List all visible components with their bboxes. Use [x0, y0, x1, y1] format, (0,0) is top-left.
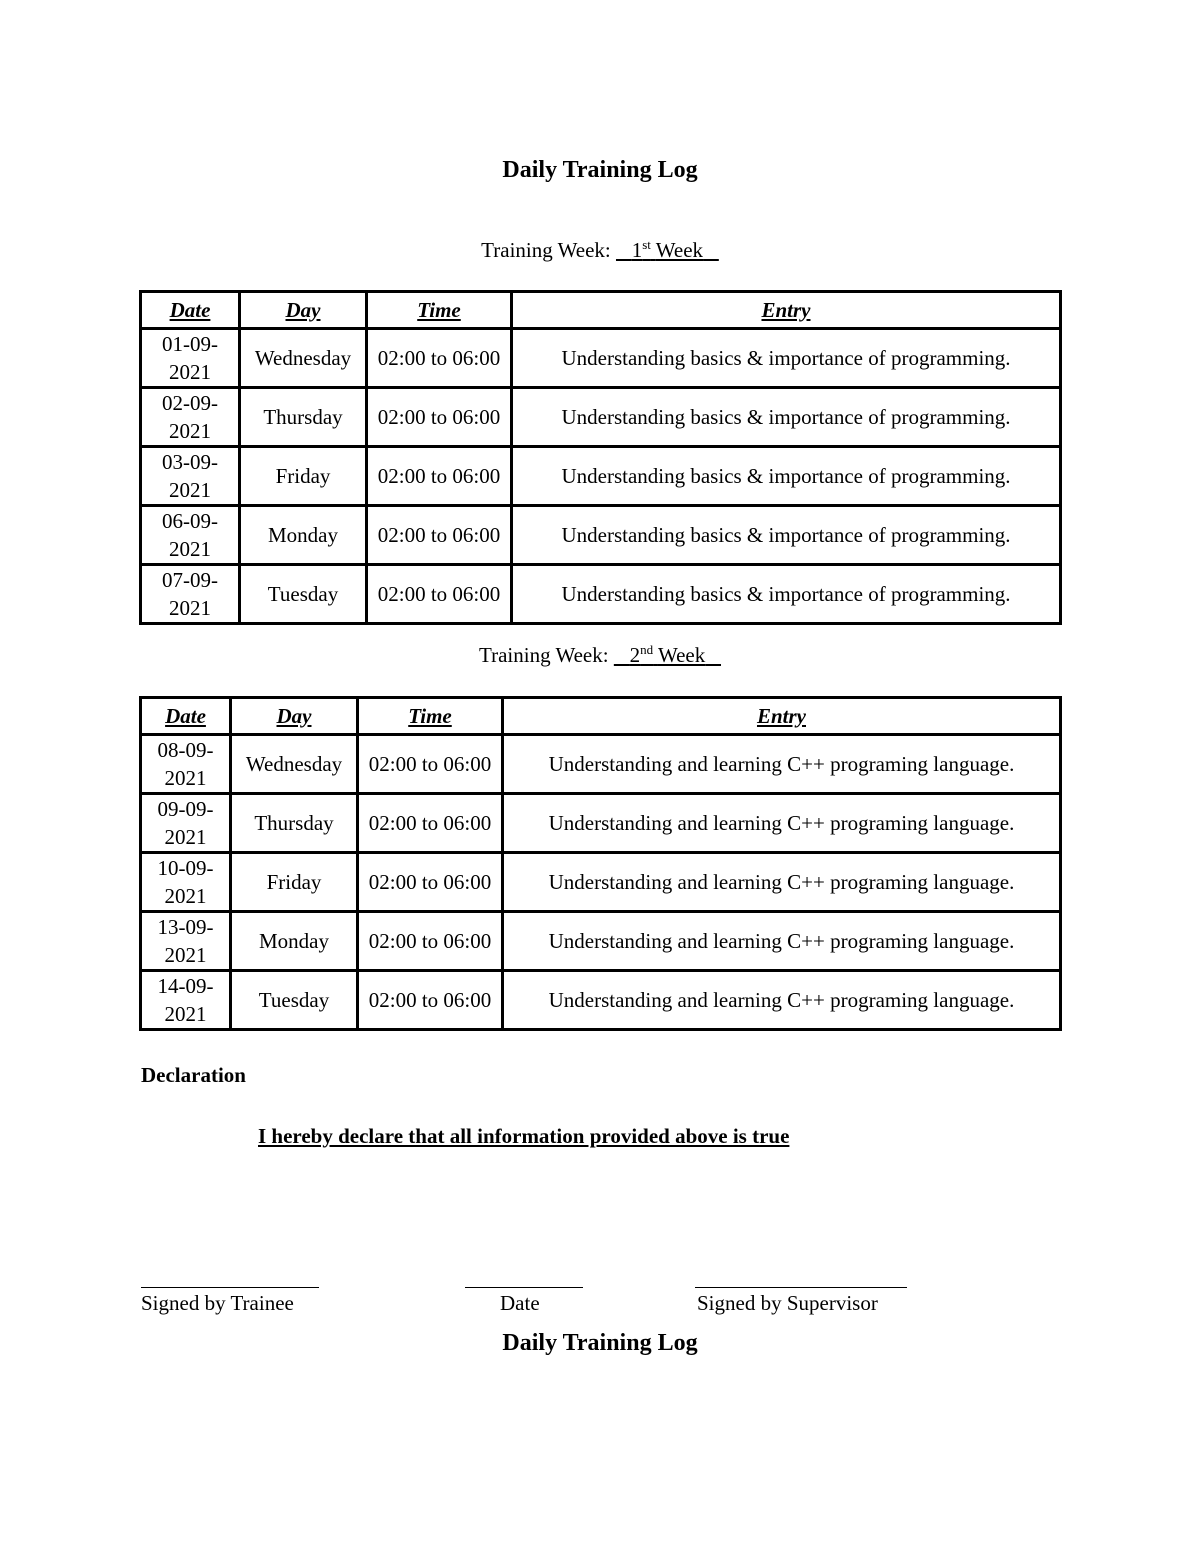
table-row [141, 971, 1061, 1030]
date-line-2: 2021 [169, 478, 211, 502]
date-cell [141, 794, 231, 853]
entry-cell: Understanding basics & importance of programming. [512, 388, 1061, 447]
column-header-date: Date [141, 292, 240, 329]
entry-cell: Understanding basics & importance of programming. [512, 506, 1061, 565]
week-2-word: Week [657, 643, 706, 667]
day-cell: Friday [231, 853, 358, 912]
table-header-row [141, 698, 1061, 735]
week-2-table [139, 696, 1062, 1031]
time-cell: 02:00 to 06:00 [358, 912, 503, 971]
time-cell: 02:00 to 06:00 [358, 794, 503, 853]
day-cell: Wednesday [240, 329, 367, 388]
date-line-2: 2021 [169, 596, 211, 620]
week-1-number: 1 [631, 238, 643, 262]
date-cell [141, 912, 231, 971]
entry-cell: Understanding basics & importance of programming. [512, 447, 1061, 506]
date-cell [141, 565, 240, 624]
date-line-1: 14-09- [157, 974, 214, 998]
time-cell: 02:00 to 06:00 [358, 971, 503, 1030]
day-cell: Thursday [231, 794, 358, 853]
table-row [141, 447, 1061, 506]
date-line-2: 2021 [164, 943, 207, 967]
entry-cell: Understanding and learning C++ programing language. [503, 853, 1061, 912]
date-line-1: 02-09- [162, 391, 218, 415]
column-header-date: Date [141, 698, 231, 735]
week-1-value [616, 238, 719, 262]
time-cell: 02:00 to 06:00 [367, 447, 512, 506]
date-cell [141, 971, 231, 1030]
table-row [141, 565, 1061, 624]
entry-cell: Understanding and learning C++ programing language. [503, 735, 1061, 794]
entry-cell: Understanding and learning C++ programing language. [503, 971, 1061, 1030]
supervisor-signature-label: Signed by Supervisor [697, 1291, 878, 1315]
date-line-2: 2021 [164, 1002, 207, 1026]
day-cell: Monday [240, 506, 367, 565]
declaration-text: I hereby declare that all information provided above is true [258, 1124, 790, 1148]
date-line-2: 2021 [169, 537, 211, 561]
date-signature-line [465, 1287, 583, 1288]
date-line-2: 2021 [169, 360, 211, 384]
week-2-label: Training Week: [479, 643, 609, 667]
date-cell [141, 329, 240, 388]
table-header-row [141, 292, 1061, 329]
date-line-1: 13-09- [157, 915, 214, 939]
column-header-time: Time [358, 698, 503, 735]
day-cell: Friday [240, 447, 367, 506]
table-row [141, 388, 1061, 447]
date-line-1: 10-09- [157, 856, 214, 880]
footer-title: Daily Training Log [502, 1330, 698, 1356]
date-line-2: 2021 [164, 825, 207, 849]
column-header-time: Time [367, 292, 512, 329]
date-cell [141, 735, 231, 794]
week-1-table [139, 290, 1062, 625]
date-line-2: 2021 [164, 884, 207, 908]
column-header-day: Day [231, 698, 358, 735]
date-line-1: 07-09- [162, 568, 218, 592]
week-2-number: 2 [629, 643, 641, 667]
time-cell: 02:00 to 06:00 [367, 565, 512, 624]
table-row [141, 794, 1061, 853]
week-2-value [614, 643, 721, 667]
time-cell: 02:00 to 06:00 [367, 388, 512, 447]
date-line-2: 2021 [169, 419, 211, 443]
week-1-label: Training Week: [481, 238, 611, 262]
table-row [141, 735, 1061, 794]
time-cell: 02:00 to 06:00 [367, 329, 512, 388]
date-cell [141, 447, 240, 506]
date-line-2: 2021 [164, 766, 207, 790]
time-cell: 02:00 to 06:00 [358, 735, 503, 794]
date-line-1: 06-09- [162, 509, 218, 533]
time-cell: 02:00 to 06:00 [358, 853, 503, 912]
date-line-1: 09-09- [157, 797, 214, 821]
column-header-entry: Entry [512, 292, 1061, 329]
day-cell: Wednesday [231, 735, 358, 794]
day-cell: Thursday [240, 388, 367, 447]
table-row [141, 329, 1061, 388]
table-row [141, 912, 1061, 971]
day-cell: Tuesday [231, 971, 358, 1030]
day-cell: Monday [231, 912, 358, 971]
date-line-1: 03-09- [162, 450, 218, 474]
date-cell [141, 506, 240, 565]
week-1-word: Week [655, 238, 704, 262]
column-header-entry: Entry [503, 698, 1061, 735]
date-line-1: 01-09- [162, 332, 218, 356]
document-title: Daily Training Log [502, 157, 698, 183]
trainee-signature-line [141, 1287, 319, 1288]
time-cell: 02:00 to 06:00 [367, 506, 512, 565]
day-cell: Tuesday [240, 565, 367, 624]
entry-cell: Understanding basics & importance of programming. [512, 329, 1061, 388]
week-2-label-line [0, 642, 1200, 668]
week-2-suffix: nd [640, 642, 654, 657]
table-row [141, 506, 1061, 565]
entry-cell: Understanding and learning C++ programing language. [503, 794, 1061, 853]
column-header-day: Day [240, 292, 367, 329]
entry-cell: Understanding and learning C++ programing language. [503, 912, 1061, 971]
supervisor-signature-line [695, 1287, 907, 1288]
declaration-heading: Declaration [141, 1063, 246, 1087]
trainee-signature-label: Signed by Trainee [141, 1291, 294, 1315]
entry-cell: Understanding basics & importance of programming. [512, 565, 1061, 624]
week-1-suffix: st [642, 237, 651, 252]
table-row [141, 853, 1061, 912]
week-1-label-line [0, 237, 1200, 263]
date-signature-label: Date [500, 1291, 540, 1315]
date-line-1: 08-09- [157, 738, 214, 762]
date-cell [141, 853, 231, 912]
date-cell [141, 388, 240, 447]
